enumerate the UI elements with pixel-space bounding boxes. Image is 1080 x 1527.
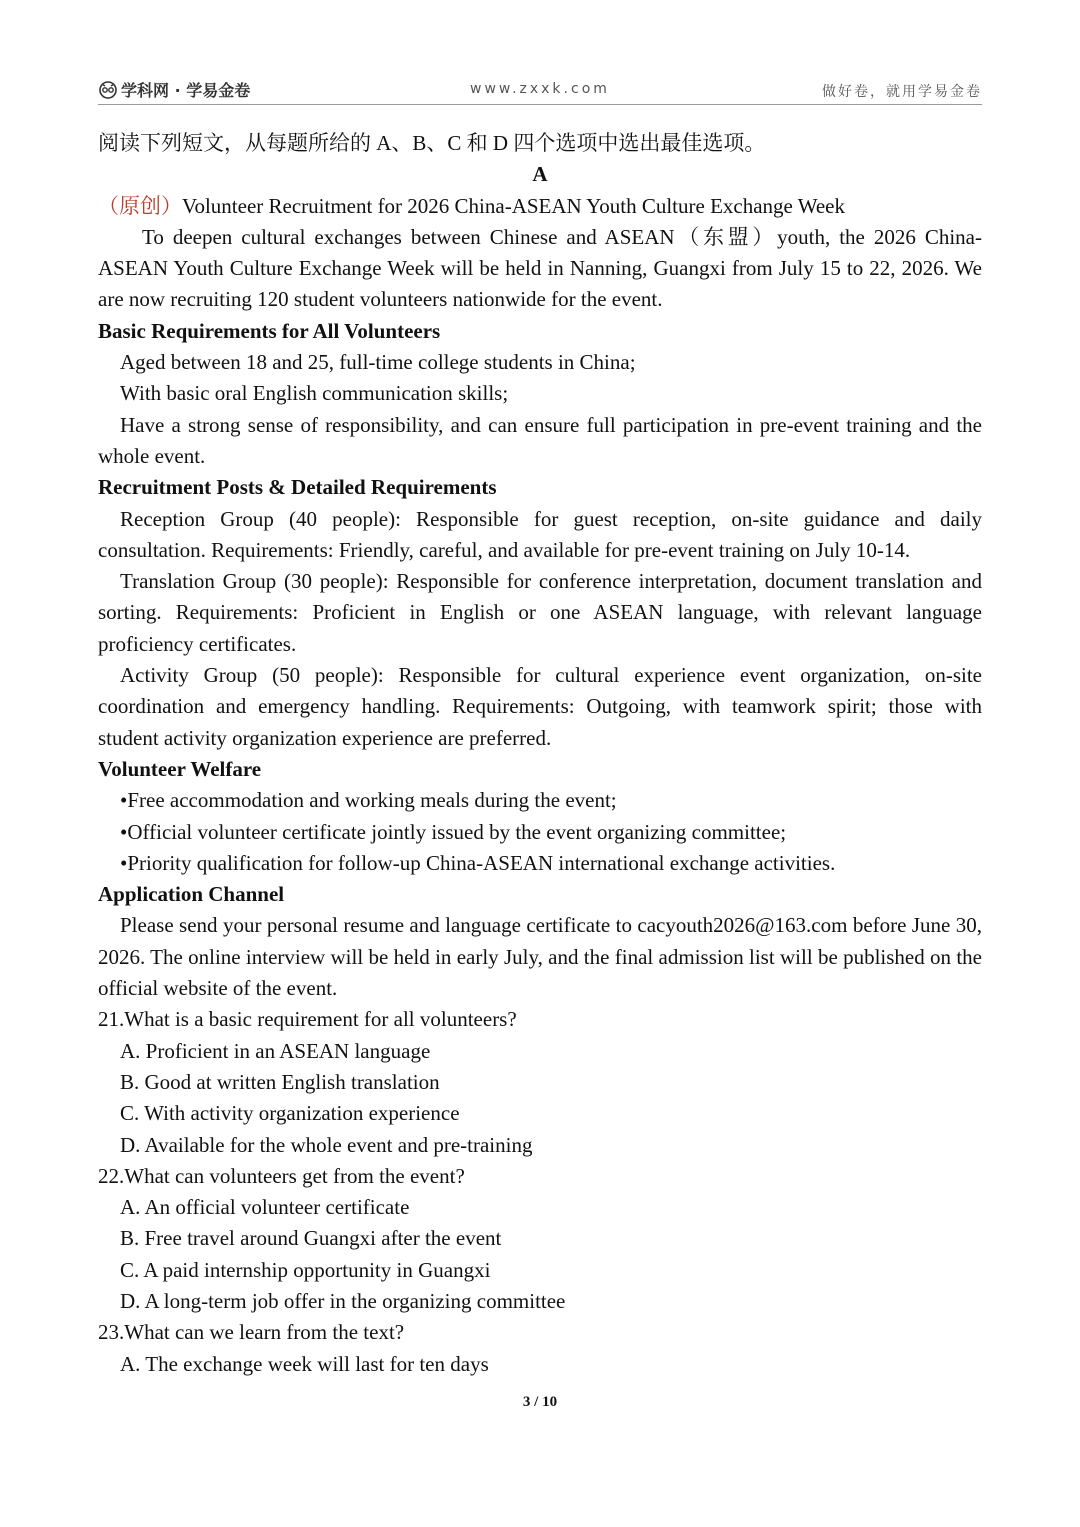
question-option[interactable]: C. With activity organization experience <box>120 1101 460 1126</box>
header-slogan: 做好卷，就用学易金卷 <box>822 84 982 100</box>
original-tag: （原创） <box>98 193 182 218</box>
question-option[interactable]: D. Available for the whole event and pre-training <box>120 1132 533 1157</box>
basic-item: Have a strong sense of responsibility, and can ensure full participation in pre-event training and the whole event. <box>98 412 982 468</box>
question-option[interactable]: A. An official volunteer certificate <box>120 1195 410 1220</box>
passage-intro: To deepen cultural exchanges between Chinese and ASEAN（东盟）youth, the 2026 China-ASEAN Youth Culture Exchange Week will be held in Nanning, Guangxi from July 15 to 22, 2026. We are now recruiting 120 student volunteers nationwide for the event. <box>98 224 982 312</box>
page-header <box>98 76 982 105</box>
post-translation: Translation Group (30 people): Responsible for conference interpretation, document translation and sorting. Requirements: Proficient in English or one ASEAN language, with relevant language proficiency certificates. <box>98 569 982 656</box>
basic-item: Aged between 18 and 25, full-time college students in China; <box>120 350 636 375</box>
owl-logo-icon <box>98 81 118 99</box>
site-url[interactable]: www.zxxk.com <box>470 81 610 97</box>
question-option[interactable]: A. The exchange week will last for ten days <box>120 1351 489 1376</box>
question-stem: 21.What is a basic requirement for all volunteers? <box>98 1007 517 1032</box>
channel-text: Please send your personal resume and language certificate to cacyouth2026@163.com before June 30, 2026. The online interview will be held in early July, and the final admission list will be published on the official website of the event. <box>98 913 982 1001</box>
question-stem: 23.What can we learn from the text? <box>98 1320 405 1345</box>
basic-heading: Basic Requirements for All Volunteers <box>98 318 441 343</box>
channel-heading: Application Channel <box>98 882 285 907</box>
post-activity: Activity Group (50 people): Responsible for cultural experience event organization, on-site coordination and emergency handling. Requirements: Outgoing, with teamwork spirit; those with student activity organization experience are preferred. <box>98 663 982 750</box>
question-option[interactable]: A. Proficient in an ASEAN language <box>120 1038 431 1063</box>
logo-text: 学科网 · 学易金卷 <box>121 81 251 100</box>
page-number: 3 / 10 <box>522 1394 558 1410</box>
question-option[interactable]: B. Good at written English translation <box>120 1069 440 1094</box>
welfare-item: •Priority qualification for follow-up China-ASEAN international exchange activities. <box>120 850 836 875</box>
instructions: 阅读下列短文，从每题所给的 A、B、C 和 D 四个选项中选出最佳选项。 <box>98 131 766 155</box>
posts-heading: Recruitment Posts & Detailed Requirements <box>98 475 497 500</box>
question-option[interactable]: D. A long-term job offer in the organizing committee <box>120 1288 566 1313</box>
question-option[interactable]: C. A paid internship opportunity in Guangxi <box>120 1257 491 1282</box>
welfare-item: •Free accommodation and working meals during the event; <box>120 788 617 813</box>
post-reception: Reception Group (40 people): Responsible for guest reception, on-site guidance and daily consultation. Requirements: Friendly, careful, and available for pre-event training on July 10-14. <box>98 506 982 562</box>
question-option[interactable]: B. Free travel around Guangxi after the event <box>120 1226 502 1251</box>
passage-title: Volunteer Recruitment for 2026 China-ASEAN Youth Culture Exchange Week <box>182 193 846 218</box>
basic-item: With basic oral English communication skills; <box>120 381 509 406</box>
passage-title-line <box>98 191 982 222</box>
question-stem: 22.What can volunteers get from the event? <box>98 1163 465 1188</box>
brand-logo <box>98 78 250 101</box>
welfare-heading: Volunteer Welfare <box>98 756 262 781</box>
page-content <box>98 128 982 1380</box>
section-letter: A <box>532 162 548 187</box>
welfare-item: •Official volunteer certificate jointly issued by the event organizing committee; <box>120 819 787 844</box>
